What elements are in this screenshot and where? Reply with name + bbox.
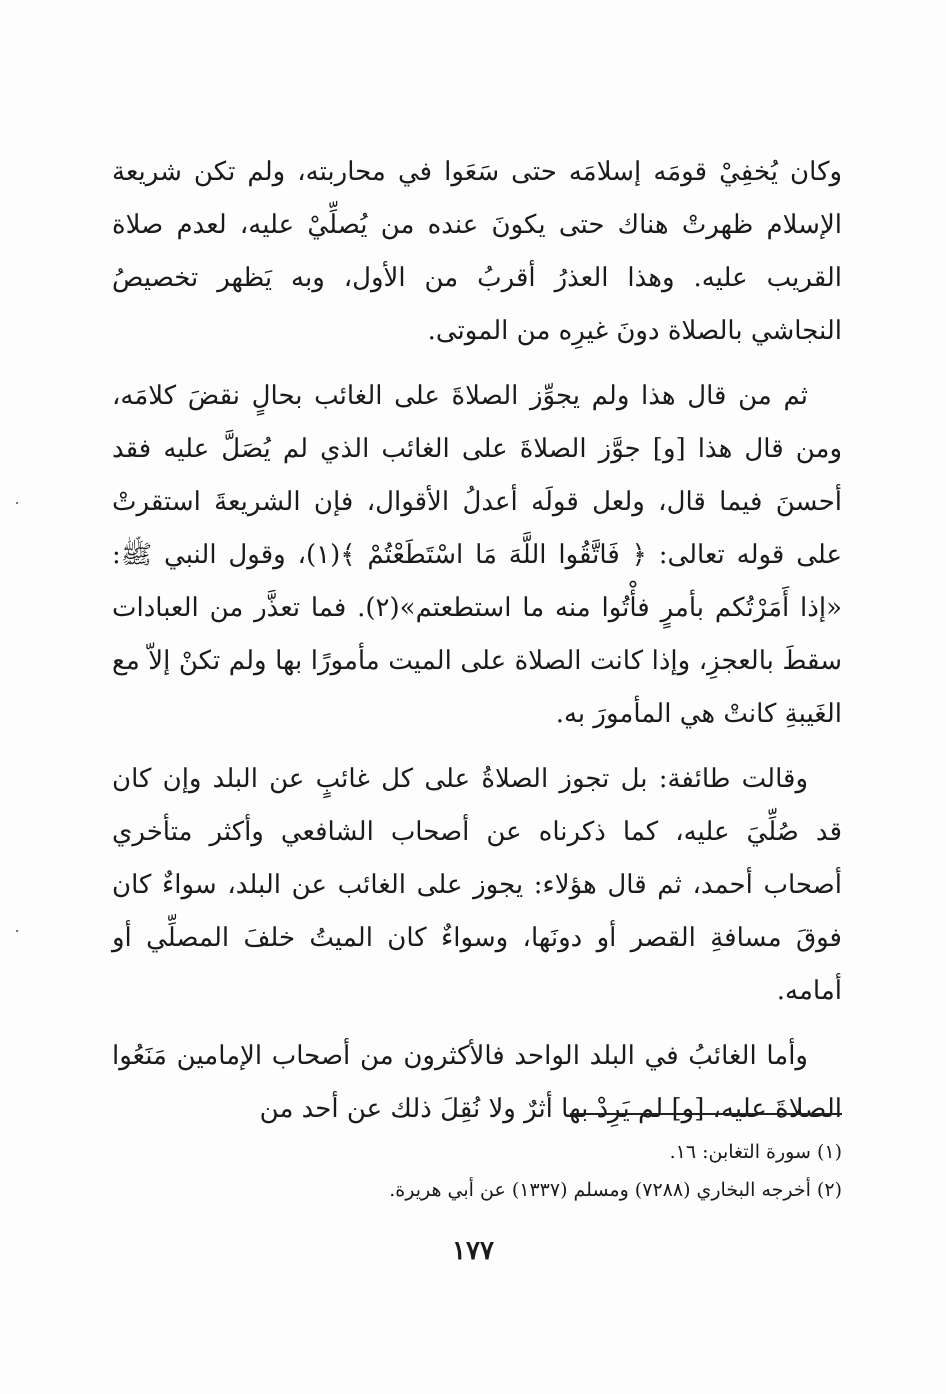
paragraph-4: وأما الغائبُ في البلد الواحد فالأكثرون من أصحاب الإمامين مَنَعُوا الصلاةَ عليه، [و] لم يَرِدْ بها أثرٌ ولا نُقِلَ ذلك عن أحد من [112,1041,842,1124]
main-text [112,146,842,1148]
footnotes [112,1133,842,1209]
footnote-2: (٢) أخرجه البخاري (٧٢٨٨) ومسلم (١٣٣٧) عن أبي هريرة. [389,1179,842,1201]
footnote-divider [570,1113,842,1115]
paragraph-3: وقالت طائفة: بل تجوز الصلاةُ على كل غائبٍ عن البلد وإن كان قد صُلِّيَ عليه، كما ذكرناه عن أصحاب الشافعي وأكثر متأخري أصحاب أحمد، ثم قال هؤلاء: يجوز على الغائب عن البلد، سواءٌ كان فوقَ مسافةِ القصر أو دونَها، وسواءٌ كان الميتُ خلفَ المصلِّي أو أمامه. [112,764,842,1006]
paragraph-1: وكان يُخفِيْ قومَه إسلامَه حتى سَعَوا في محاربته، ولم تكن شريعة الإسلام ظهرتْ هناك حتى يكونَ عنده من يُصلِّيْ عليه، لعدم صلاة القريب عليه. وهذا العذرُ أقربُ من الأول، وبه يَظهر تخصيصُ النجاشي بالصلاة دونَ غيرِه من الموتى. [112,157,842,346]
scan-speck [16,502,18,504]
page-number: ١٧٧ [452,1236,494,1266]
scan-speck [16,930,18,932]
footnote-1: (١) سورة التغابن: ١٦. [669,1141,842,1163]
paragraph-2: ثم من قال هذا ولم يجوِّز الصلاةَ على الغائب بحالٍ نقضَ كلامَه، ومن قال هذا [و] جوَّز الصلاةَ على الغائب الذي لم يُصَلَّ عليه فقد أحسنَ فيما قال، ولعل قولَه أعدلُ الأقوال، فإن الشريعةَ استقرتْ على قوله تعالى: ﴿ فَاتَّقُوا اللَّهَ مَا اسْتَطَعْتُمْ ﴾(١)، وقول النبي ﷺ: «إذا أَمَرْتُكم بأمرٍ فأْتُوا منه ما استطعتم»(٢). فما تعذَّر من العبادات سقطَ بالعجزِ، وإذا كانت الصلاة على الميت مأمورًا بها ولم تكنْ إلاّ مع الغَيبةِ كانتْ هي المأمورَ به. [112,381,843,729]
